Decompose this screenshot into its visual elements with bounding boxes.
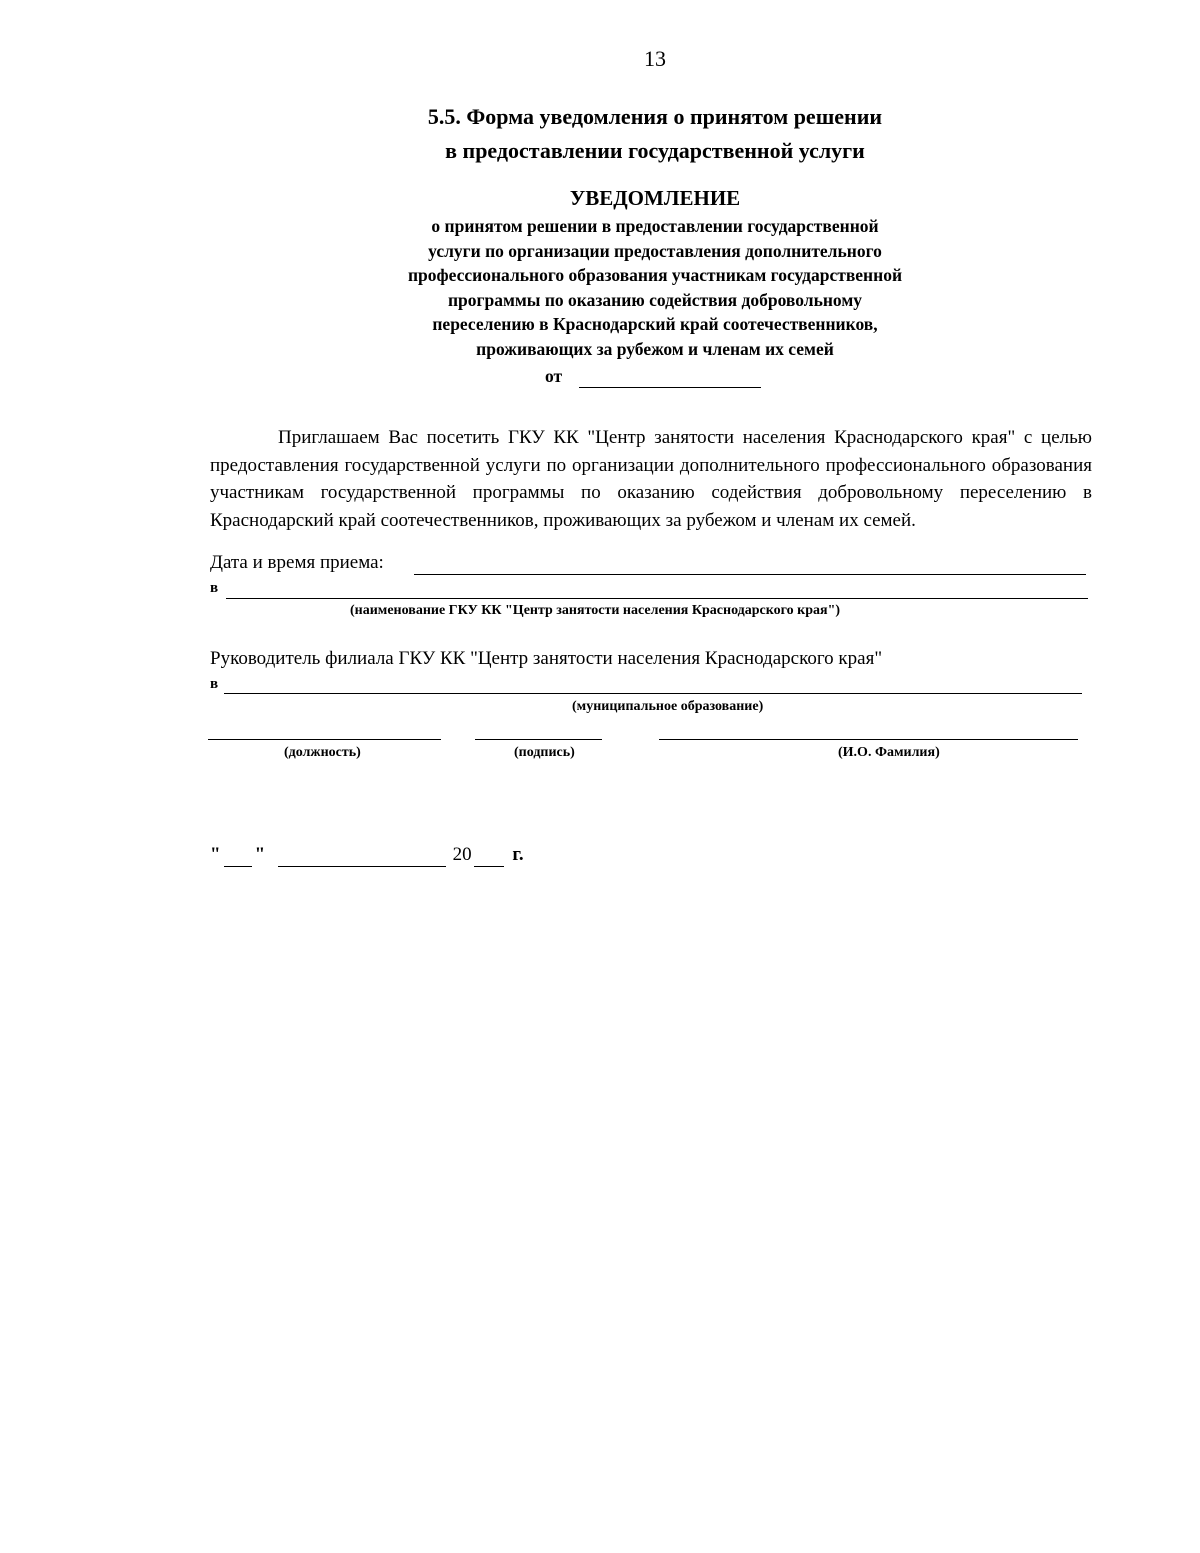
municipality-blank[interactable]: [224, 693, 1082, 694]
notice-subtitle: [300, 214, 1010, 361]
month-blank[interactable]: [278, 844, 446, 867]
year-blank[interactable]: [474, 844, 504, 867]
center-name-blank[interactable]: [226, 598, 1088, 599]
section-title: [300, 100, 1010, 168]
day-close-quote: ": [254, 844, 266, 865]
municipality-in-label: в: [210, 676, 219, 692]
section-title-line-1: 5.5. Форма уведомления о принятом решении: [427, 104, 883, 129]
page-number: 13: [644, 46, 666, 71]
position-caption: (должность): [284, 745, 361, 760]
notice-subtitle-line: переселению в Краснодарский край соотечественников,: [432, 314, 878, 334]
invitation-paragraph: Приглашаем Вас посетить ГКУ КК "Центр занятости населения Краснодарского края" с целью предоставления государственной услуги по организации дополнительного профессионального образования участникам государственной программы по оказанию содействия добровольному переселению в Краснодарский край соотечественников, проживающих за рубежом и членам их семей.: [210, 427, 1092, 531]
date-time-blank[interactable]: [414, 574, 1086, 575]
notice-subtitle-line: программы по оказанию содействия добровольному: [447, 289, 863, 310]
head-title: Руководитель филиала ГКУ КК "Центр занятости населения Краснодарского края": [210, 648, 883, 669]
notice-from-blank[interactable]: [579, 366, 761, 388]
notice-from-row: [545, 366, 761, 388]
day-blank[interactable]: [224, 844, 252, 867]
notice-subtitle-line: профессионального образования участникам государственной: [407, 265, 903, 285]
name-caption: (И.О. Фамилия): [838, 745, 940, 760]
center-in-label: в: [210, 580, 219, 596]
municipality-caption: (муниципальное образование): [572, 699, 764, 714]
notice-subtitle-line: о принятом решении в предоставлении государственной: [431, 216, 879, 236]
notice-subtitle-line: услуги по организации предоставления дополнительного: [428, 240, 882, 261]
position-blank[interactable]: [208, 739, 441, 740]
section-title-line-2: в предоставлении государственной услуги: [445, 138, 865, 163]
year-suffix: г.: [512, 844, 524, 865]
date-footer: [210, 844, 524, 867]
notice-from-label: от: [545, 366, 563, 386]
notice-subtitle-line: проживающих за рубежом и членам их семей: [476, 338, 834, 359]
signature-caption: (подпись): [514, 745, 575, 760]
name-blank[interactable]: [659, 739, 1078, 740]
center-name-caption: (наименование ГКУ КК "Центр занятости населения Краснодарского края"): [350, 603, 841, 618]
signature-blank[interactable]: [475, 739, 602, 740]
notice-title: УВЕДОМЛЕНИЕ: [569, 186, 741, 210]
day-open-quote: ": [210, 844, 221, 865]
year-prefix: 20: [452, 844, 472, 865]
date-time-label: Дата и время приема:: [210, 552, 384, 573]
